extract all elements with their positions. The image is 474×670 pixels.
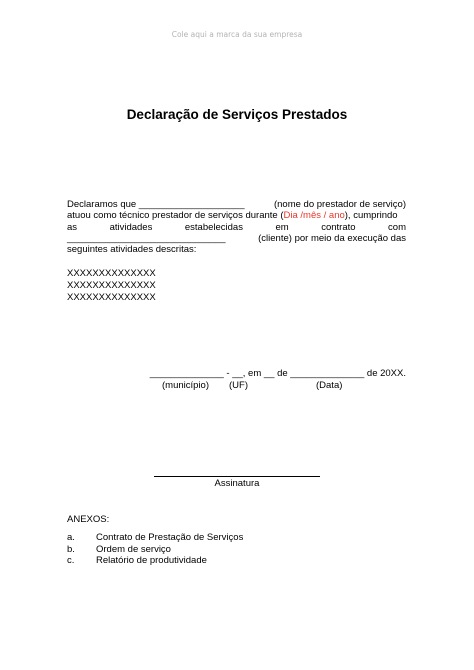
- annex-item: [67, 544, 243, 556]
- annex-marker: a.: [67, 532, 75, 543]
- activity-item: XXXXXXXXXXXXXX: [67, 292, 156, 303]
- date-line: ______________ - __, em __ de ______________ de 20XX.: [149, 368, 406, 379]
- paragraph-word: com: [388, 221, 406, 233]
- paragraph-line-1: [67, 199, 406, 210]
- paragraph-word: estabelecidas: [184, 221, 243, 233]
- paragraph-line-5: [67, 244, 406, 255]
- paragraph-line-4: [67, 233, 406, 244]
- annex-marker: b.: [67, 543, 75, 555]
- annex-label: Relatório de produtividade: [96, 555, 207, 566]
- municipio-label: (município): [162, 380, 209, 391]
- annex-label: Contrato de Prestação de Serviços: [96, 532, 244, 543]
- annex-item: [67, 532, 243, 544]
- annexes-list: [67, 532, 243, 567]
- brand-placeholder: Cole aqui a marca da sua empresa: [171, 30, 303, 39]
- signature-line: [154, 476, 320, 477]
- annex-label: Ordem de serviço: [96, 543, 171, 555]
- paragraph-word: atividades: [109, 221, 153, 233]
- paragraph-line-3: [67, 222, 406, 233]
- paragraph-word: contrato: [321, 221, 356, 233]
- paragraph-text: (nome do prestador de serviço): [273, 199, 406, 210]
- paragraph-text: Declaramos que ____________________: [67, 199, 245, 210]
- paragraph-line-2: [67, 210, 406, 221]
- paragraph-text: ), cumprindo: [344, 210, 398, 222]
- paragraph-text: seguintes atividades descritas:: [67, 244, 197, 256]
- activity-item: XXXXXXXXXXXXXX: [67, 268, 156, 279]
- signature-label: Assinatura: [214, 478, 260, 489]
- activity-item: XXXXXXXXXXXXXX: [67, 280, 156, 291]
- document-title: Declaração de Serviços Prestados: [126, 107, 348, 122]
- paragraph-word: em: [275, 221, 289, 233]
- paragraph-text: atuou como técnico prestador de serviços durante (: [67, 210, 284, 222]
- data-label: (Data): [316, 380, 343, 391]
- uf-label: (UF): [229, 380, 248, 391]
- date-placeholder: Dia /mês / ano: [283, 210, 345, 222]
- annex-marker: c.: [67, 555, 75, 566]
- paragraph-text: ______________________________: [67, 232, 226, 244]
- paragraph-text: (cliente) por meio da execução das: [258, 232, 406, 244]
- paragraph-word: as: [67, 221, 78, 233]
- annexes-title: ANEXOS:: [67, 514, 110, 525]
- annex-item: [67, 555, 243, 567]
- declaration-paragraph: [67, 199, 406, 255]
- activities-list: [67, 268, 156, 304]
